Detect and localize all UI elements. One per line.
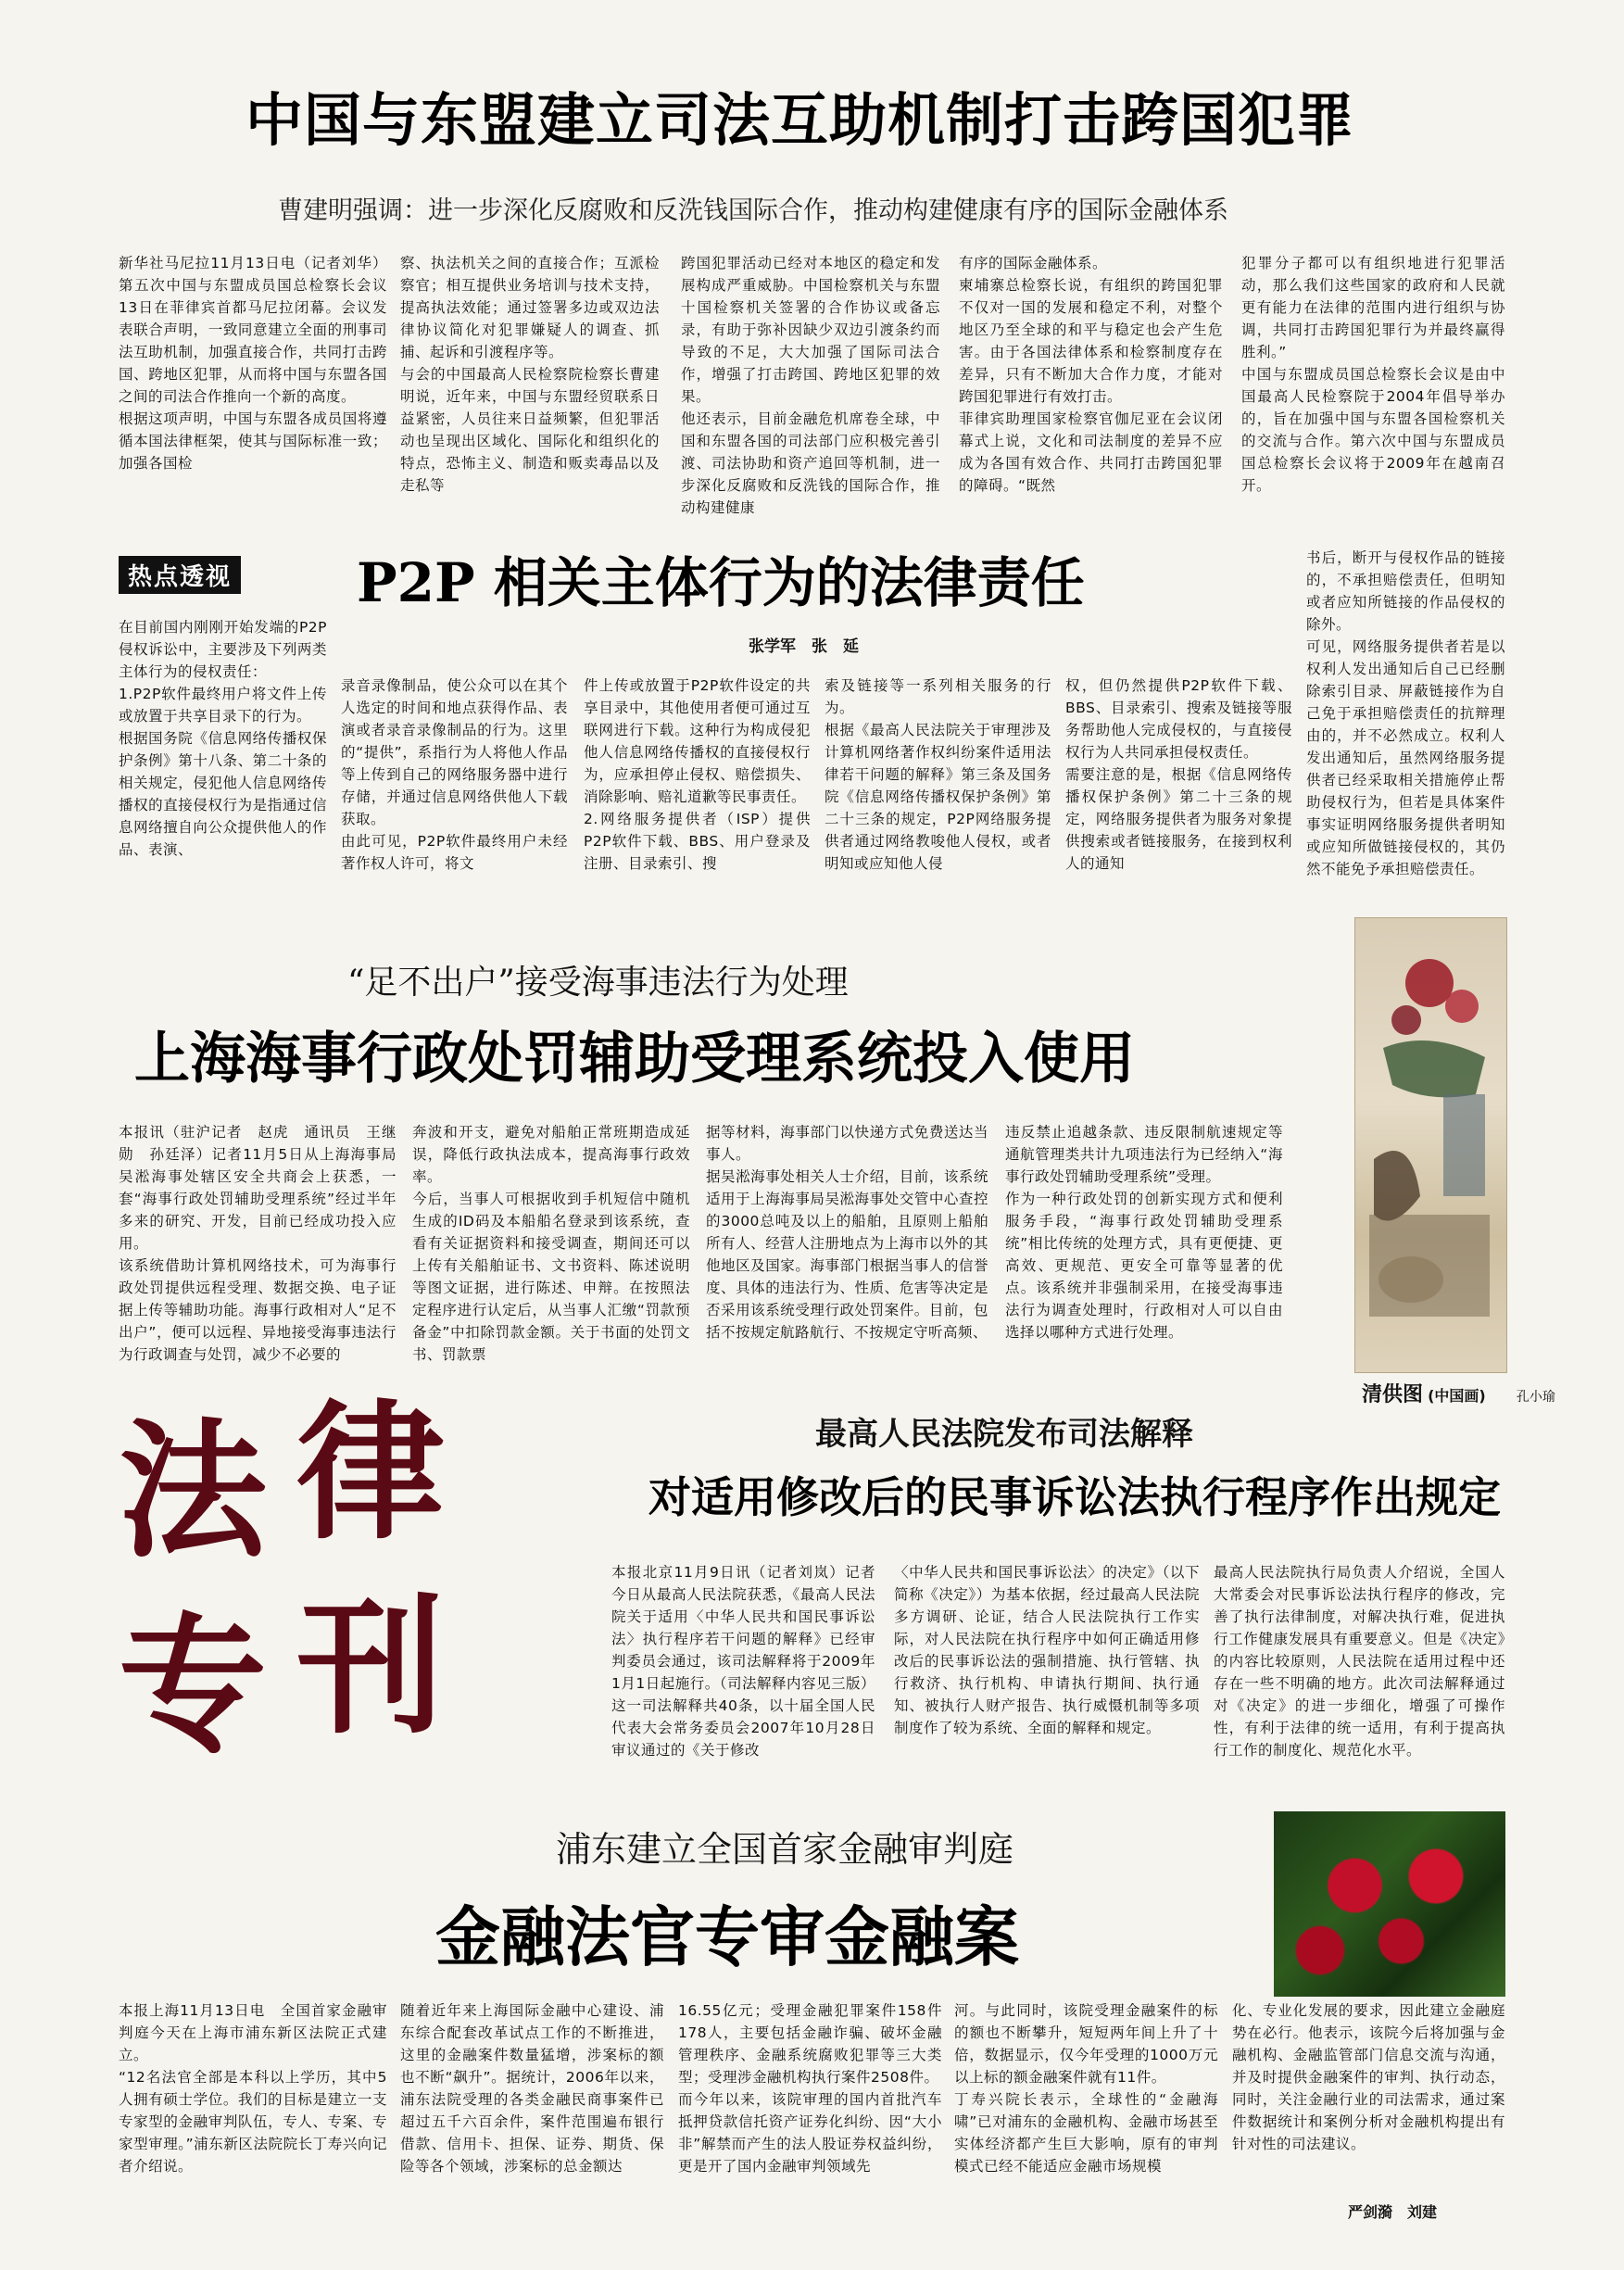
a4-column-3: 最高人民法院执行局负责人介绍说，全国人大常委会对民事诉讼法执行程序的修改，完善了执行法律制度，对解决执行难，促进执行工作健康发展具有重要意义。但是《决定》的内容比较原则，人民法院在适用过程中还存在一些不明确的地方。此次司法解释通过对《决定》的进一步细化，增强了可操作性，有利于法律的统一适用，有利于提高执行工作的制度化、规范化水平。 [1214, 1564, 1505, 1759]
painting-title: 清供图 [1362, 1383, 1424, 1406]
byline-p2p: 张学军 张 延 [749, 637, 859, 656]
masthead-char-3: 专 [119, 1599, 268, 1772]
masthead-char-1: 法 [119, 1405, 268, 1578]
painting-illustration [1355, 918, 1506, 1372]
painting-caption [1362, 1379, 1555, 1407]
byline-finance: 严剑漪 刘建 [1348, 2203, 1438, 2221]
a4-column-2: 〈中华人民共和国民事诉讼法〉的决定》（以下简称《决定》）为基本依据，经过最高人民法院多方调研、论证，结合人民法院执行工作实际，对人民法院在执行程序中如何正确适用修改后的民事诉讼法的强制措施、执行管辖、执行救济、执行机构、申请执行期间、执行通知、被执行人财产报告、执行威慑机制等多项制度作了较为系统、全面的解释和规定。 [894, 1564, 1200, 1737]
a5-column-2: 随着近年来上海国际金融中心建设、浦东综合配套改革试点工作的不断推进，这里的金融案件数量猛增，涉案标的额也不断“飙升”。据统计，2006年以来，浦东法院受理的各类金融民商事案件已超过五千六百余件，案件范围遍布银行借款、信用卡、担保、证券、期货、保险等各个领域，涉案标的总金额达 [400, 2002, 664, 2175]
masthead-char-2: 律 [296, 1386, 446, 1559]
a1-column-4: 有序的国际金融体系。 柬埔寨总检察长说，有组织的跨国犯罪不仅对一国的发展和稳定不利，对整个地区乃至全球的和平与稳定也会产生危害。由于各国法律体系和检察制度存在差异，只有不断加大合作力度，才能对跨国犯罪进行有效打击。 菲律宾助理国家检察官伽尼亚在会议闭幕式上说，文化和司法制度的差异不应成为各国有效合作、共同打击跨国犯罪的障碍。“既然 [959, 255, 1223, 495]
a2-lead-column: 在目前国内刚刚开始发端的P2P侵权诉讼中，主要涉及下列两类主体行为的侵权责任： 1.P2P软件最终用户将文件上传或放置于共享目录下的行为。 根据国务院《信息网络传播权保护条例》第十八条、第二十条的相关规定，侵犯他人信息网络传播权的直接侵权行为是指通过信息网络擅自向公众提供他人的作品、表演、 [119, 619, 327, 859]
a5-column-1: 本报上海11月13日电 全国首家金融审判庭今天在上海市浦东新区法院正式建立。 “12名法官全部是本科以上学历，其中5人拥有硕士学位。我们的目标是建立一支专家型的金融审判队伍，专人、专案、专家型审理。”浦东新区法院院长丁寿兴向记者介绍说。 [119, 2002, 387, 2175]
a1-column-5: 犯罪分子都可以有组织地进行犯罪活动，那么我们这些国家的政府和人民就更有能力在法律的范围内进行组织与协调，共同打击跨国犯罪行为并最终赢得胜利。” 中国与东盟成员国总检察长会议是由中国最高人民检察院于2004年倡导举办的，旨在加强中国与东盟各国检察机关的交流与合作。第六次中国与东盟成员国总检察长会议将于2009年在越南召开。 [1241, 255, 1505, 495]
a5-column-4: 河。与此同时，该院受理金融案件的标的额也不断攀升，短短两年间上升了十倍，数据显示，仅今年受理的1000万元以上标的额金融案件就有11件。 丁寿兴院长表示，全球性的“金融海啸”已对浦东的金融机构、金融市场甚至实体经济都产生巨大影响，原有的审判模式已经不能适应金融市场规模 [954, 2002, 1218, 2175]
kicker-court: 最高人民法院发布司法解释 [815, 1416, 1193, 1453]
a3-column-2: 奔波和开支，避免对船舶正常班期造成延误，降低行政执法成本，提高海事行政效率。 今后，当事人可根据收到手机短信中随机生成的ID码及本船船名登录到该系统，查看有关证据资料和接受调查，期间还可以上传有关船舶证书、文书资料、陈述说明等图文证据，进行陈述、申辩。在按照法定程序进行认定后，从当事人汇缴“罚款预备金”中扣除罚款金额。关于书面的处罚文书、罚款票 [412, 1124, 690, 1364]
painting-artist: 孔小瑜 [1516, 1390, 1555, 1405]
a2-column-2: 件上传或放置于P2P软件设定的共享目录中，其他使用者便可通过互联网进行下载。这种行为构成侵犯他人信息网络传播权的直接侵权行为，应承担停止侵权、赔偿损失、消除影响、赔礼道歉等民事责任。 2.网络服务提供者（ISP）提供P2P软件下载、BBS、用户登录及注册、目录索引、搜 [584, 677, 811, 873]
flower-photo [1274, 1811, 1505, 1997]
masthead-char-4: 刊 [296, 1581, 446, 1754]
a3-column-1: 本报讯（驻沪记者 赵虎 通讯员 王继勋 孙廷泽）记者11月5日从上海海事局吴淞海事处辖区安全共商会上获悉，一套“海事行政处罚辅助受理系统”经过半年多来的研究、开发，目前已经成功投入应用。 该系统借助计算机网络技术，可为海事行政处罚提供远程受理、数据交换、电子证据上传等辅助功能。海事行政相对人“足不出户”，便可以远程、异地接受海事违法行为行政调查与处罚，减少不必要的 [119, 1124, 397, 1364]
a4-column-1: 本报北京11月9日讯（记者刘岚）记者今日从最高人民法院获悉，《最高人民法院关于适用〈中华人民共和国民事诉讼法〉执行程序若干问题的解释》已经审判委员会通过，该司法解释将于2009年1月1日起施行。（司法解释内容见三版） 这一司法解释共40条，以十届全国人民代表大会常务委员会2007年10月28日审议通过的《关于修改 [611, 1564, 875, 1759]
headline-p2p: P2P 相关主体行为的法律责任 [357, 551, 1085, 614]
a1-column-3: 跨国犯罪活动已经对本地区的稳定和发展构成严重威胁。中国检察机关与东盟十国检察机关签署的合作协议或备忘录，有助于弥补因缺少双边引渡条约而导致的不足，大大加强了国际司法合作，增强了打击跨国、跨地区犯罪的效果。 他还表示，目前金融危机席卷全球，中国和东盟各国的司法部门应积极完善引渡、司法协助和资产追回等机制，进一步深化反腐败和反洗钱的国际合作，推动构建健康 [681, 255, 940, 516]
a5-column-5: 化、专业化发展的要求，因此建立金融庭势在必行。他表示，该院今后将加强与金融机构、金融监管部门信息交流与沟通，并及时提供金融案件的审判、执行动态，同时，关注金融行业的司法需求，通过案件数据统计和案例分析对金融机构提出有针对性的司法建议。 [1232, 2002, 1505, 2153]
a2-column-5: 书后，断开与侵权作品的链接的，不承担赔偿责任，但明知或者应知所链接的作品侵权的除外。 可见，网络服务提供者若是以权利人发出通知后自己已经删除索引目录、屏蔽链接作为自己免于承担赔偿责任的抗辩理由的，并不必然成立。权利人发出通知后，虽然网络服务提供者已经采取相关措施停止帮助侵权行为，但若是具体案件事实证明网络服务提供者明知或应知所做链接侵权的，其仍然不能免予承担赔偿责任。 [1306, 549, 1505, 878]
headline-court: 对适用修改后的民事诉讼法执行程序作出规定 [648, 1472, 1501, 1522]
a5-column-3: 16.55亿元；受理金融犯罪案件158件178人，主要包括金融诈骗、破坏金融管理秩序、金融系统腐败犯罪等三大类型；受理涉金融机构执行案件2508件。 而今年以来，该院审理的国内首批汽车抵押贷款信托资产证券化纠纷、因“大小非”解禁而产生的法人股证券权益纠纷，更是开了国内金融审判领域先 [678, 2002, 942, 2175]
painting-type: (中国画) [1428, 1387, 1486, 1405]
headline-finance: 金融法官专审金融案 [435, 1899, 1019, 1975]
headline-maritime: 上海海事行政处罚辅助受理系统投入使用 [134, 1027, 1135, 1091]
a2-column-4: 权，但仍然提供P2P软件下载、BBS、目录索引、搜索及链接等服务帮助他人完成侵权的，与直接侵权行为人共同承担侵权责任。 需要注意的是，根据《信息网络传播权保护条例》第二十三条的规定，网络服务提供者为服务对象提供搜索或者链接服务，在接到权利人的通知 [1065, 677, 1292, 873]
kicker-finance: 浦东建立全国首家金融审判庭 [556, 1829, 1014, 1870]
a1-column-2: 察、执法机关之间的直接合作；互派检察官；相互提供业务培训与技术支持，提高执法效能；通过签署多边或双边法律协议简化对犯罪嫌疑人的调查、抓捕、起诉和引渡程序等。 与会的中国最高人民检察院检察长曹建明说，近年来，中国与东盟经贸联系日益紧密，人员往来日益频繁，但犯罪活动也呈现出区域化、国际化和组织化的特点，恐怖主义、制造和贩卖毒品以及走私等 [400, 255, 660, 495]
a1-column-1: 新华社马尼拉11月13日电（记者刘华）第五次中国与东盟成员国总检察长会议13日在菲律宾首都马尼拉闭幕。会议发表联合声明，一致同意建立全面的刑事司法互助机制，加强直接合作，共同打击跨国、跨地区犯罪，从而将中国与东盟各国之间的司法合作推向一个新的高度。 根据这项声明，中国与东盟各成员国将遵循本国法律框架，使其与国际标准一致；加强各国检 [119, 255, 387, 473]
subheadline-asean: 曹建明强调：进一步深化反腐败和反洗钱国际合作，推动构建健康有序的国际金融体系 [278, 196, 1228, 225]
a3-column-4: 违反禁止追越条款、违反限制航速规定等通航管理类共计九项违法行为已经纳入“海事行政处罚辅助受理系统”受理。 作为一种行政处罚的创新实现方式和便利服务手段，“海事行政处罚辅助受理系统”相比传统的处理方式，具有更便捷、更高效、更规范、更安全可靠等显著的优点。该系统并非强制采用，在接受海事违法行为调查处理时，行政相对人可以自由选择以哪种方式进行处理。 [1005, 1124, 1283, 1342]
a3-column-3: 据等材料，海事部门以快递方式免费送达当事人。 据吴淞海事处相关人士介绍，目前，该系统适用于上海海事局吴淞海事处交管中心查控的3000总吨及以上的船舶，且原则上船舶所有人、经营人注册地点为上海市以外的其他地区及国家。海事部门根据当事人的信誉度、具体的违法行为、性质、危害等决定是否采用该系统受理行政处罚案件。目前，包括不按规定航路航行、不按规定守听高频、 [706, 1124, 988, 1342]
hot-topic-badge: 热点透视 [119, 556, 241, 594]
painting-image [1354, 917, 1507, 1373]
kicker-maritime: “足不出户”接受海事违法行为处理 [347, 964, 849, 1002]
a2-column-3: 索及链接等一系列相关服务的行为。 根据《最高人民法院关于审理涉及计算机网络著作权纠纷案件适用法律若干问题的解释》第三条及国务院《信息网络传播权保护条例》第二十三条的规定，P2P网络服务提供者通过网络教唆他人侵权，或者明知或应知他人侵 [825, 677, 1051, 873]
headline-asean: 中国与东盟建立司法互助机制打击跨国犯罪 [245, 86, 1355, 154]
a2-column-1: 录音录像制品，使公众可以在其个人选定的时间和地点获得作品、表演或者录音录像制品的行为。这里的“提供”，系指行为人将他人作品等上传到自己的网络服务器中进行存储，并通过信息网络供他人下载获取。 由此可见，P2P软件最终用户未经著作权人许可，将文 [341, 677, 568, 873]
